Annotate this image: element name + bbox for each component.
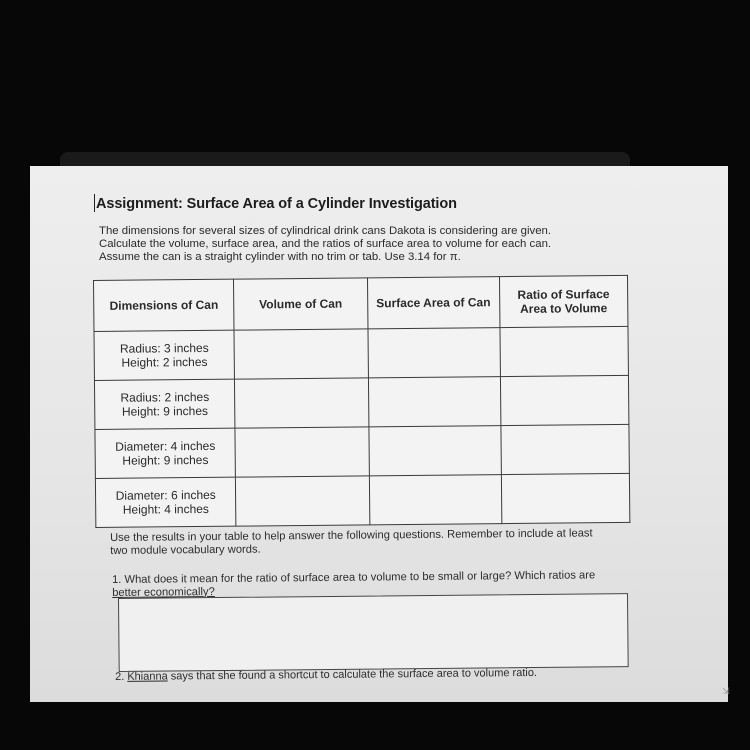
volume-cell[interactable] bbox=[236, 476, 370, 526]
surface-area-cell[interactable] bbox=[368, 328, 501, 378]
ratio-cell[interactable] bbox=[501, 424, 630, 474]
dimension-line: Height: 9 inches bbox=[122, 452, 209, 468]
ratio-cell[interactable] bbox=[500, 326, 629, 376]
dimension-line: Diameter: 4 inches bbox=[115, 438, 216, 454]
question-1-line: better economically? bbox=[112, 585, 215, 599]
table-row bbox=[95, 473, 629, 527]
table-header-row bbox=[94, 275, 628, 331]
dimension-line: Height: 9 inches bbox=[121, 403, 209, 419]
intro-line: Assume the can is a straight cylinder with no trim or tab. Use 3.14 for π. bbox=[99, 251, 461, 263]
dimension-line: Radius: 2 inches bbox=[120, 389, 210, 405]
dimension-line: Height: 4 inches bbox=[122, 501, 209, 517]
question-2-name: Khianna bbox=[127, 670, 168, 683]
surface-area-cell[interactable] bbox=[368, 426, 501, 476]
dimension-cell bbox=[95, 428, 236, 478]
table-row bbox=[94, 375, 628, 429]
dimension-cell bbox=[95, 477, 236, 527]
volume-cell[interactable] bbox=[235, 427, 369, 477]
dimension-cell bbox=[94, 330, 235, 380]
surface-area-cell[interactable] bbox=[368, 377, 501, 427]
document-page bbox=[30, 166, 728, 702]
dimension-cell bbox=[94, 379, 235, 429]
intro-line: Calculate the volume, surface area, and the ratios of surface area to volume for each can. bbox=[99, 238, 552, 250]
table-row bbox=[95, 424, 629, 478]
surface-area-cell[interactable] bbox=[369, 475, 502, 525]
dimension-line: Height: 2 inches bbox=[121, 354, 208, 370]
volume-cell[interactable] bbox=[234, 329, 368, 379]
table-row bbox=[94, 326, 628, 380]
dimension-line: Diameter: 6 inches bbox=[115, 487, 216, 503]
instructions-paragraph bbox=[110, 527, 630, 557]
dimension-line: Radius: 3 inches bbox=[119, 340, 209, 356]
header-surface-area: Surface Area of Can bbox=[367, 277, 500, 329]
volume-cell[interactable] bbox=[235, 378, 369, 428]
header-ratio-line: Ratio of Surface bbox=[517, 287, 610, 302]
can-dimensions-table bbox=[93, 275, 630, 528]
text-cursor bbox=[94, 194, 95, 212]
question-1-answer-box[interactable] bbox=[118, 593, 629, 672]
ratio-cell[interactable] bbox=[500, 375, 629, 425]
header-volume: Volume of Can bbox=[234, 278, 368, 330]
instructions-line: Use the results in your table to help answer the following questions. Remember to include at least bbox=[110, 527, 593, 544]
instructions-line: two module vocabulary words. bbox=[110, 543, 261, 557]
question-1-line: 1. What does it mean for the ratio of surface area to volume to be small or large? Which ratios are bbox=[112, 569, 596, 586]
intro-paragraph bbox=[99, 225, 619, 264]
ratio-cell[interactable] bbox=[501, 473, 630, 523]
question-2-number: 2. bbox=[115, 670, 128, 683]
header-ratio bbox=[499, 275, 628, 327]
header-ratio-line: Area to Volume bbox=[520, 301, 608, 316]
intro-line: The dimensions for several sizes of cylindrical drink cans Dakota is considering are given. bbox=[99, 225, 552, 237]
assignment-title: Assignment: Surface Area of a Cylinder Investigation bbox=[96, 196, 457, 212]
question-2-text: says that she found a shortcut to calculate the surface area to volume ratio. bbox=[167, 666, 538, 683]
header-dimensions: Dimensions of Can bbox=[94, 279, 235, 331]
resize-handle-icon[interactable]: ⇲ bbox=[722, 686, 730, 696]
